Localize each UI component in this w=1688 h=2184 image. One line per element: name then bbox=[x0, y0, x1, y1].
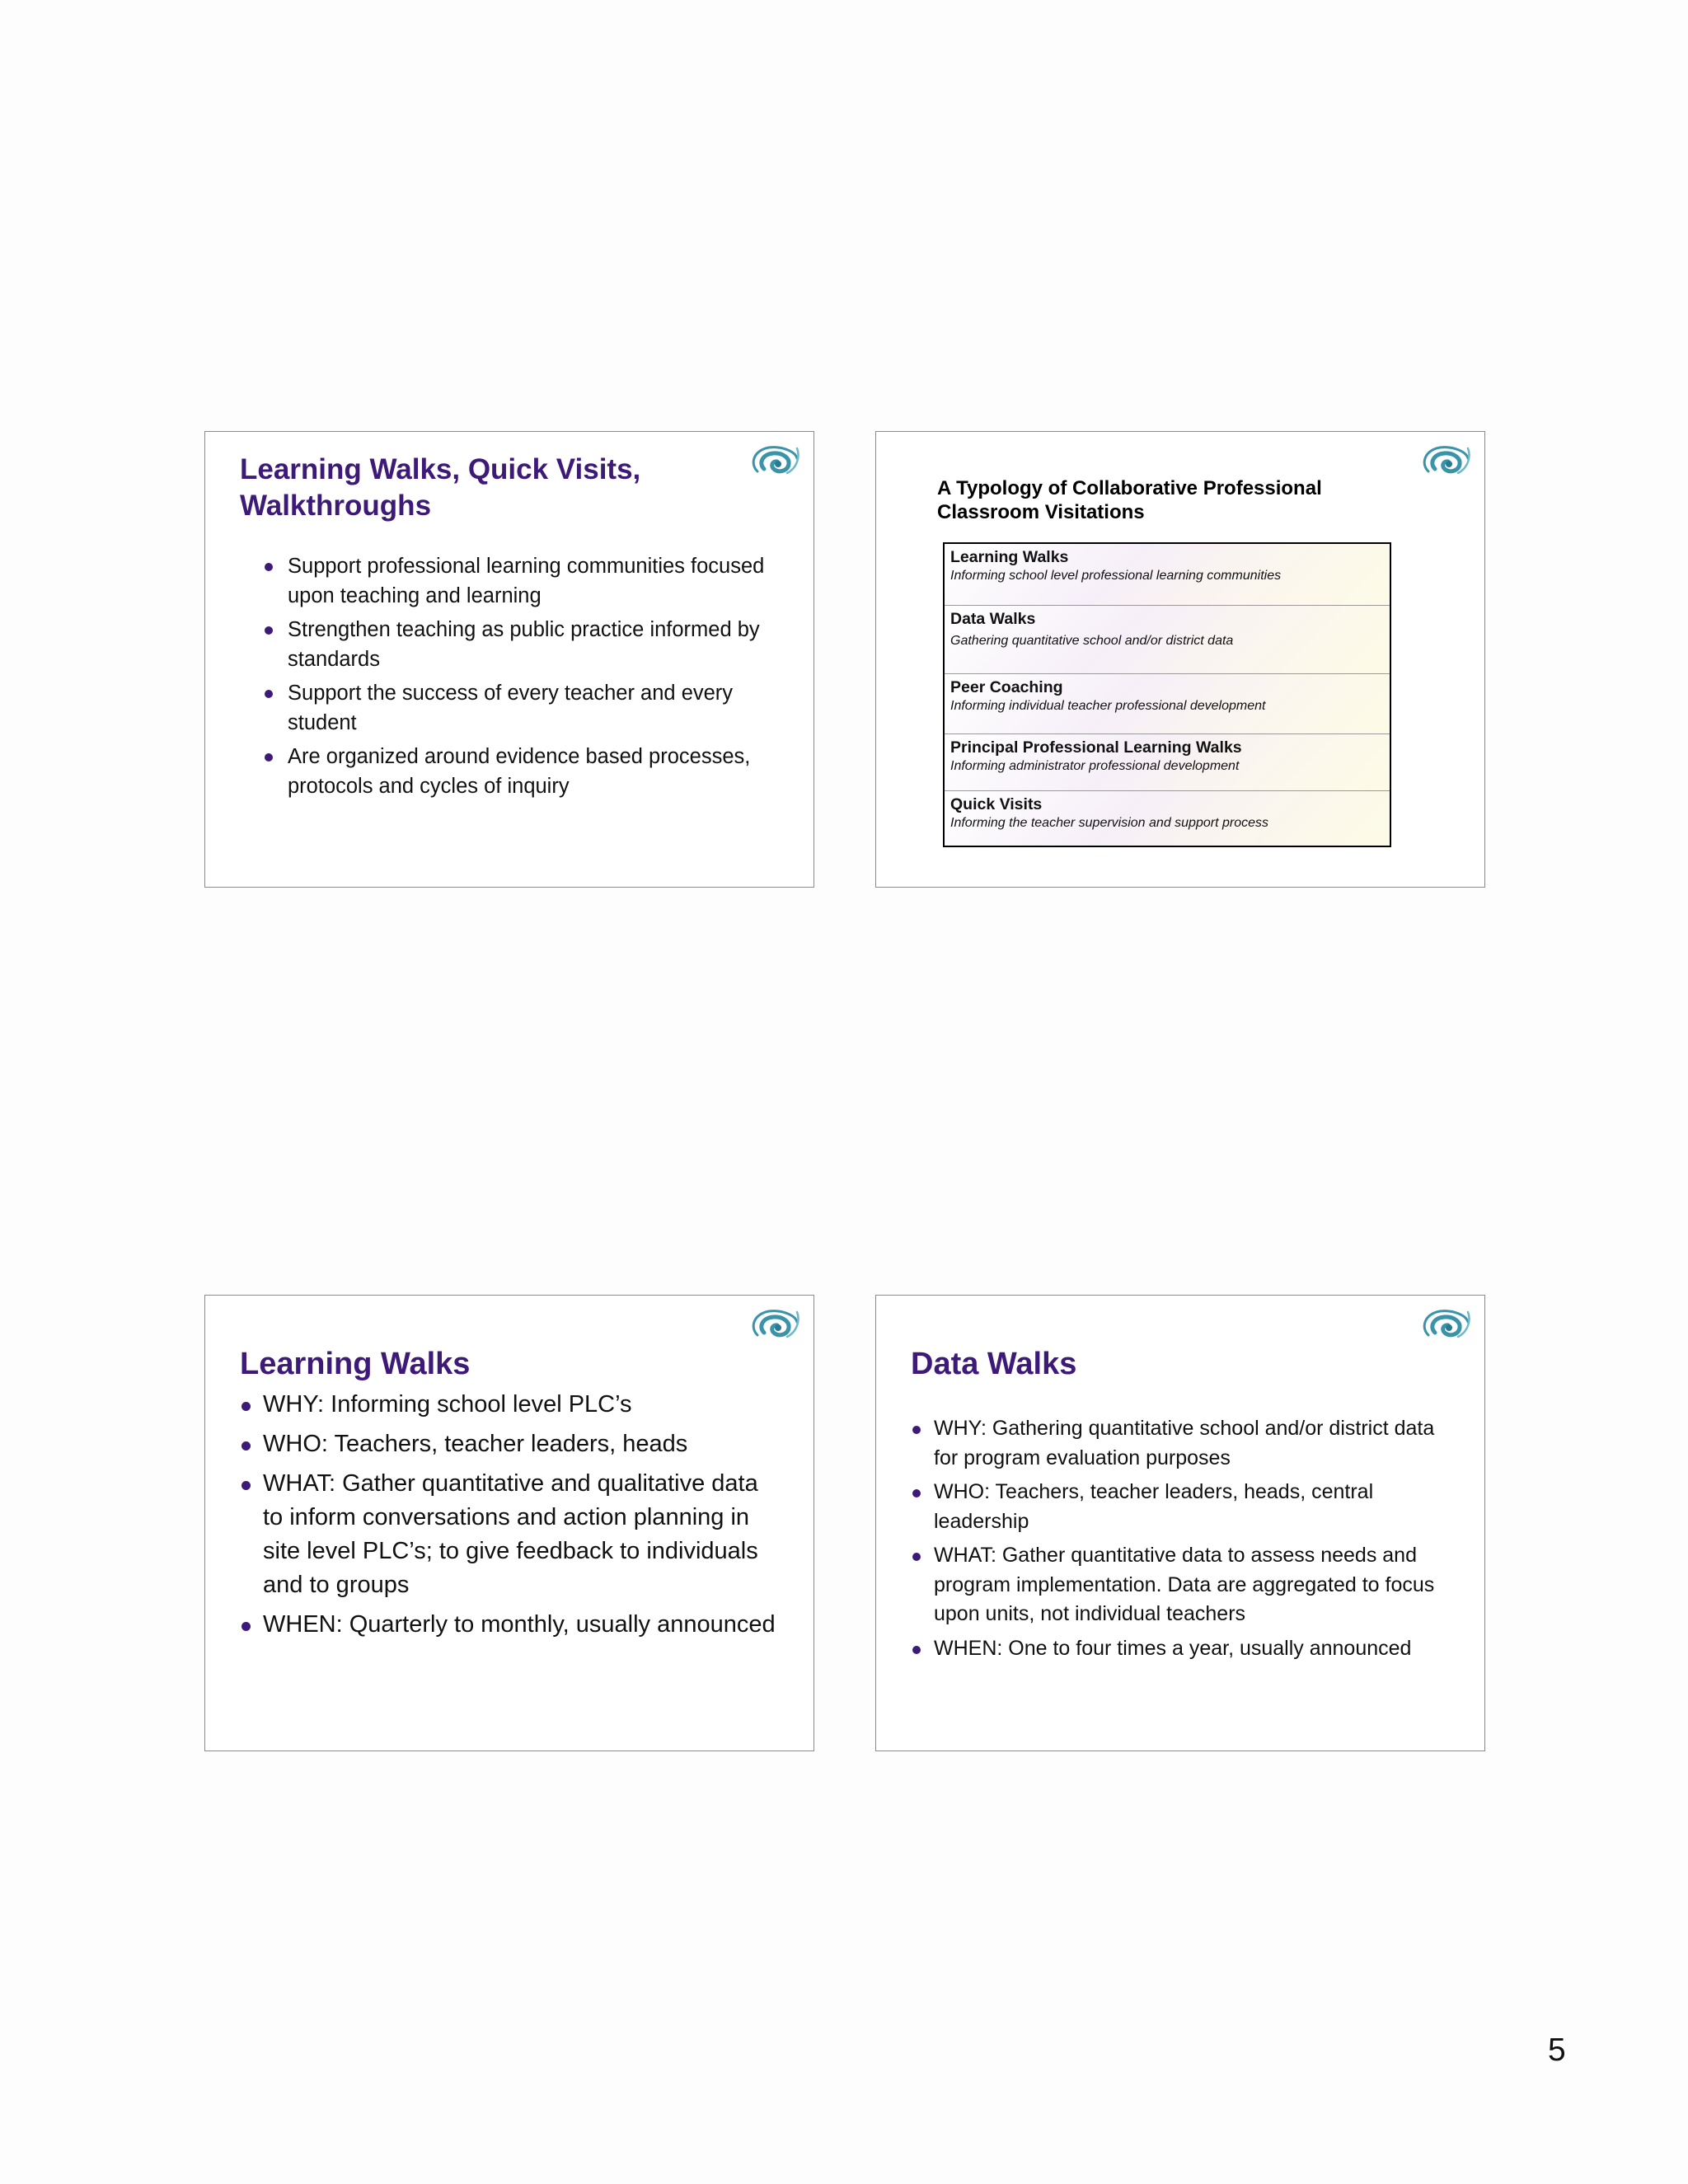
list-item bbox=[265, 552, 776, 611]
swirl-logo-icon bbox=[748, 443, 800, 481]
typology-row bbox=[945, 606, 1390, 674]
bullet-icon bbox=[912, 1489, 921, 1497]
bullet-icon bbox=[912, 1646, 921, 1654]
bullet-icon bbox=[912, 1553, 921, 1561]
typology-row-desc: Gathering quantitative school and/or district data bbox=[950, 634, 1234, 648]
typology-row bbox=[945, 791, 1390, 846]
slide-title: Learning Walks bbox=[240, 1347, 471, 1381]
list-item bbox=[265, 743, 776, 801]
bullet-icon bbox=[241, 1441, 251, 1451]
list-item-text: WHEN: One to four times a year, usually announced bbox=[934, 1636, 1412, 1660]
swirl-logo-icon bbox=[748, 1307, 800, 1345]
typology-row bbox=[945, 544, 1390, 606]
bullet-icon bbox=[912, 1426, 921, 1434]
list-item-text: Support professional learning communities focused upon teaching and learning bbox=[288, 555, 765, 607]
bullet-icon bbox=[241, 1481, 251, 1490]
list-item-text: WHAT: Gather quantitative data to assess needs and program implementation. Data are aggregated to focus upon units, not individual teachers bbox=[934, 1544, 1435, 1625]
bullet-icon bbox=[265, 753, 273, 762]
typology-row bbox=[945, 674, 1390, 734]
slide-learning-walks bbox=[204, 1295, 814, 1751]
list-item bbox=[240, 1608, 784, 1642]
list-item-text: WHO: Teachers, teacher leaders, heads, central leadership bbox=[934, 1480, 1374, 1533]
typology-row-name: Learning Walks bbox=[950, 548, 1069, 566]
bullet-icon bbox=[241, 1402, 251, 1411]
list-item-text: Strengthen teaching as public practice informed by standards bbox=[288, 618, 760, 671]
swirl-logo-icon bbox=[1418, 1307, 1471, 1345]
list-item-text: WHY: Gathering quantitative school and/or district data for program evaluation purposes bbox=[934, 1417, 1435, 1469]
list-item bbox=[240, 1467, 784, 1602]
slide-data-walks bbox=[875, 1295, 1485, 1751]
list-item bbox=[240, 1427, 784, 1461]
typology-row-name: Peer Coaching bbox=[950, 678, 1063, 696]
list-item bbox=[265, 616, 776, 674]
page-number: 5 bbox=[1548, 2032, 1566, 2068]
typology-table bbox=[943, 542, 1391, 847]
list-item bbox=[911, 1634, 1463, 1664]
list-item bbox=[911, 1541, 1463, 1629]
typology-row-desc: Informing school level professional learning communities bbox=[950, 569, 1282, 583]
list-item bbox=[911, 1414, 1463, 1473]
list-item-text: WHAT: Gather quantitative and qualitative data to inform conversations and action planning in site level PLC’s; to give feedback to individuals and to groups bbox=[263, 1470, 758, 1598]
list-item-text: Are organized around evidence based processes, protocols and cycles of inquiry bbox=[288, 745, 751, 798]
bullet-icon bbox=[241, 1622, 251, 1631]
bullet-icon bbox=[265, 690, 273, 698]
typology-row-desc: Informing the teacher supervision and support process bbox=[950, 816, 1268, 830]
swirl-logo-icon bbox=[1418, 443, 1471, 481]
list-item bbox=[265, 679, 776, 738]
bullet-icon bbox=[265, 563, 273, 571]
list-item-text: WHY: Informing school level PLC’s bbox=[263, 1391, 632, 1418]
typology-row-name: Quick Visits bbox=[950, 795, 1043, 813]
slide-title: Learning Walks, Quick Visits, Walkthroughs bbox=[240, 453, 641, 522]
bullet-list bbox=[240, 1388, 784, 1647]
list-item-text: Support the success of every teacher and every student bbox=[288, 682, 734, 734]
list-item-text: WHO: Teachers, teacher leaders, heads bbox=[263, 1431, 688, 1457]
typology-row bbox=[945, 734, 1390, 791]
bullet-list bbox=[911, 1414, 1463, 1668]
typology-row-desc: Informing individual teacher professional development bbox=[950, 699, 1266, 713]
typology-row-desc: Informing administrator professional development bbox=[950, 759, 1240, 773]
slide-title: A Typology of Collaborative Professional Classroom Visitations bbox=[937, 477, 1322, 523]
slide-learning-walks-overview bbox=[204, 431, 814, 888]
bullet-list bbox=[265, 552, 776, 806]
list-item-text: WHEN: Quarterly to monthly, usually announced bbox=[263, 1611, 776, 1638]
slide-title: Data Walks bbox=[911, 1347, 1077, 1381]
typology-row-name: Principal Professional Learning Walks bbox=[950, 738, 1242, 757]
bullet-icon bbox=[265, 626, 273, 635]
list-item bbox=[911, 1478, 1463, 1536]
slide-typology bbox=[875, 431, 1485, 888]
typology-row-name: Data Walks bbox=[950, 610, 1036, 628]
list-item bbox=[240, 1388, 784, 1422]
